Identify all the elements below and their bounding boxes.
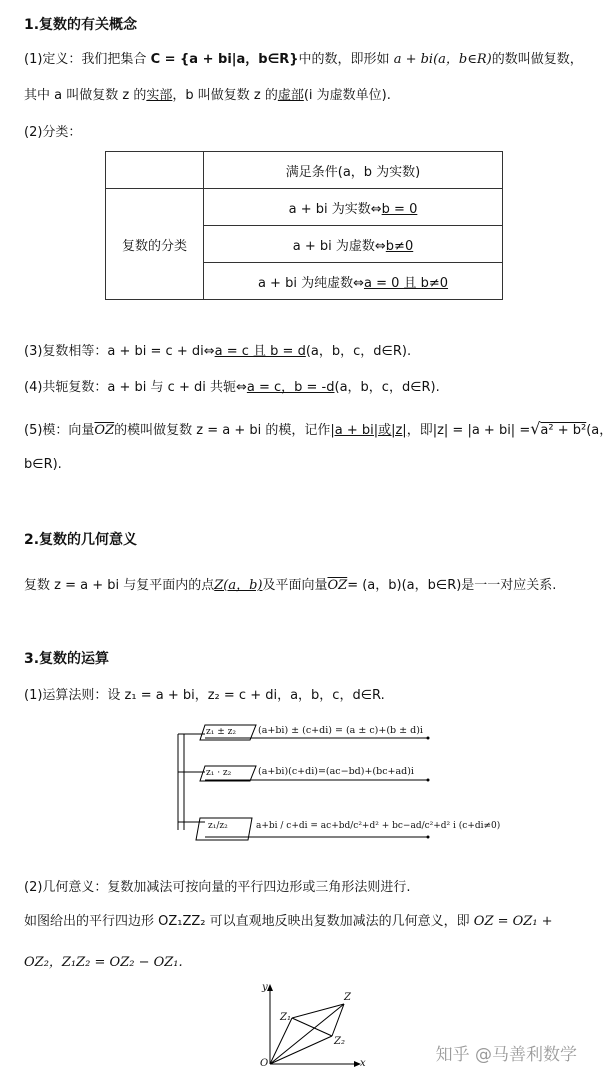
table-cell-imag: a + bi 为虚数⇔b≠0 — [204, 226, 503, 263]
op-tag-add: z₁ ± z₂ — [206, 727, 236, 737]
modulus-line: (5)模：向量$\overline{OZ}$的模叫做复数 z = a + bi 的模，记作|a + bi|或|z|，即|z| = |a + bi| =√a² + b²(a， — [24, 419, 612, 438]
table-cell-pure-imag: a + bi 为纯虚数⇔a = 0 且 b≠0 — [204, 263, 503, 300]
op-expr-add: (a+bi) ± (c+di) = (a ± c)+(b ± d)i — [258, 725, 423, 736]
classification-table — [105, 151, 503, 300]
parallelogram-line: 如图给出的平行四边形 OZ₁ZZ₂ 可以直观地反映出复数加减法的几何意义，即 OZ = OZ₁ + — [24, 914, 553, 929]
operation-rule-line: (1)运算法则：设 z₁ = a + bi，z₂ = c + di，a，b，c，d∈R. — [24, 688, 385, 703]
table-row-label: 复数的分类 — [106, 189, 204, 300]
modulus-line-2: b∈R). — [24, 457, 62, 472]
op-expr-mul: (a+bi)(c+di)=(ac−bd)+(bc+ad)i — [258, 766, 414, 777]
operations-diagram — [170, 722, 440, 852]
table-blank-cell — [106, 152, 204, 189]
op-tag-mul: z₁ · z₂ — [206, 768, 232, 778]
geometry-meaning-text: (2)几何意义：复数加减法可按向量的平行四边形或三角形法则进行. — [24, 880, 411, 895]
equality-line: (3)复数相等：a + bi = c + di⇔a = c 且 b = d(a，b，c，d∈R). — [24, 344, 412, 359]
table-cell-real: a + bi 为实数⇔b = 0 — [204, 189, 503, 226]
classification-label: (2)分类： — [24, 125, 82, 140]
fig-label-z2: Z₂ — [334, 1036, 345, 1047]
fig-label-o: O — [260, 1058, 269, 1069]
definition-line-1: (1)定义：我们把集合 C = {a + bi|a，b∈R}中的数，即形如 a + bi(a，b∈R)的数叫做复数， — [24, 52, 583, 67]
vector-relation-line: OZ₂，Z₁Z₂ = OZ₂ − OZ₁. — [24, 955, 183, 970]
section-1-title: 1.复数的有关概念 — [24, 17, 138, 33]
section-2-title: 2.复数的几何意义 — [24, 532, 138, 548]
fig-label-x: x — [360, 1058, 366, 1069]
fig-label-y: y — [262, 982, 268, 993]
conjugate-line: (4)共轭复数：a + bi 与 c + di 共轭⇔a = c，b = -d(a，b，c，d∈R). — [24, 380, 440, 395]
op-expr-div: a+bi / c+di = ac+bd/c²+d² + bc−ad/c²+d² i (c+di≠0) — [256, 821, 501, 831]
definition-line-2: 其中 a 叫做复数 z 的实部，b 叫做复数 z 的虚部(i 为虚数单位). — [24, 88, 391, 103]
fig-label-z: Z — [344, 992, 351, 1003]
watermark: 知乎 @马善利数学 — [435, 1045, 577, 1065]
op-tag-div: z₁/z₂ — [208, 821, 228, 831]
geometry-meaning-line: 复数 z = a + bi 与复平面内的点Z(a，b)及平面向量$\overline{OZ}= (a$，b)(a，b∈R)是一一对应关系. — [24, 578, 557, 593]
section-3-title: 3.复数的运算 — [24, 651, 110, 667]
fig-label-z1: Z₁ — [280, 1012, 291, 1023]
table-header: 满足条件(a，b 为实数) — [204, 152, 503, 189]
